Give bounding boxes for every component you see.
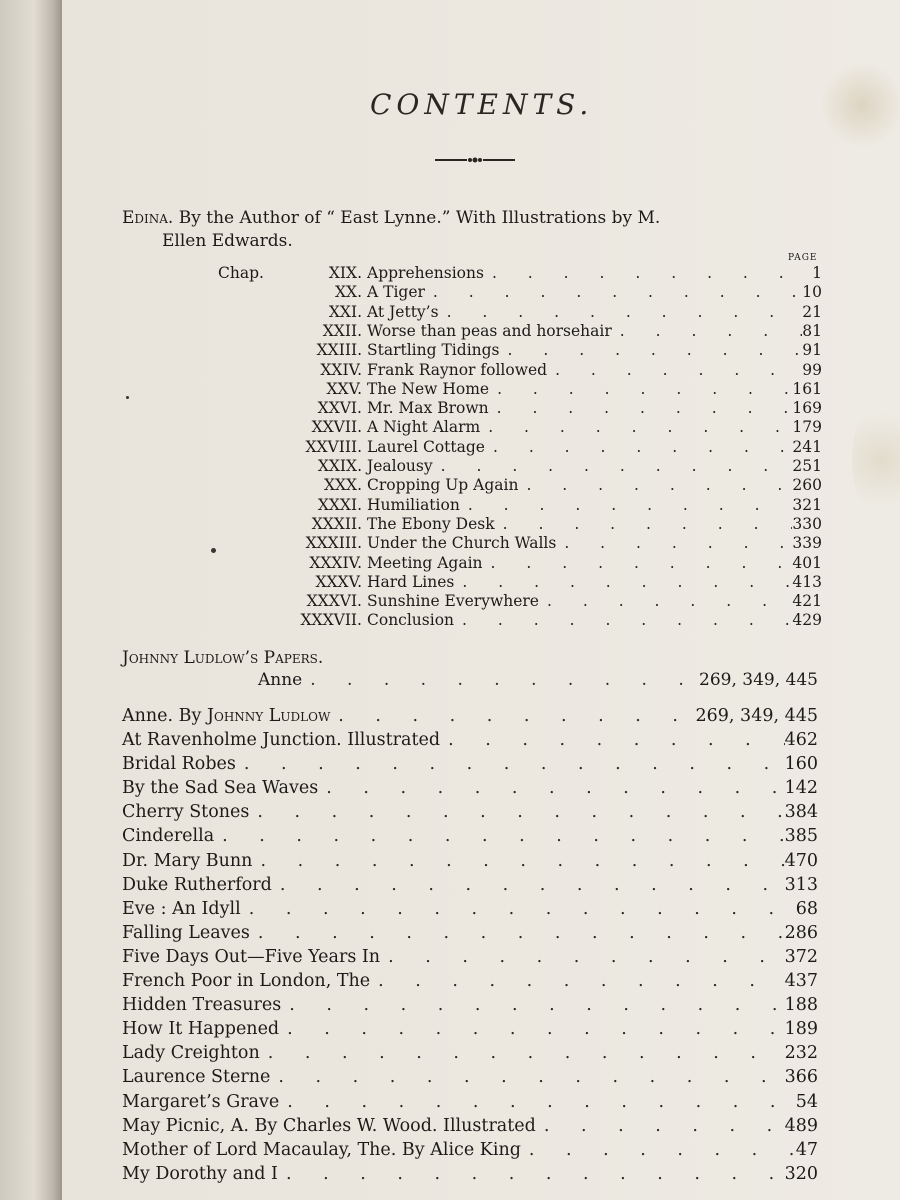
chapter-heading (218, 380, 489, 398)
chapter-heading (218, 554, 483, 572)
contents-entry (122, 826, 818, 846)
contents-entry (122, 875, 818, 895)
entry-page: 189 (784, 1019, 818, 1040)
chapter-row (218, 418, 822, 436)
chapter-heading (218, 264, 484, 282)
chapter-page: 1 (812, 264, 822, 282)
chapter-page: 179 (792, 418, 822, 437)
leader-dots (370, 971, 784, 991)
chapter-numeral: XXI. (328, 302, 362, 321)
chapter-title: The Ebony Desk (367, 514, 495, 533)
ornament-rule (433, 152, 517, 168)
edina-heading-text: By the Author of “ East Lynne.” With Illustrations by M. (173, 208, 661, 228)
chapter-numeral: XXVII. (311, 418, 362, 437)
entry-title (122, 706, 330, 726)
chapter-row (218, 322, 822, 340)
anne-author: Johnny Ludlow (206, 706, 331, 726)
chapter-numeral: XXXV. (315, 572, 362, 591)
contents-entry (122, 1019, 818, 1039)
leader-dots (500, 341, 803, 359)
leader-dots (279, 1019, 784, 1039)
chapter-row (218, 611, 822, 629)
entry-title: May Picnic, A. By Charles W. Wood. Illustrated (122, 1115, 536, 1136)
chapter-page: 413 (792, 572, 822, 591)
chapter-row (218, 303, 822, 321)
entry-title: Dr. Mary Bunn (122, 850, 253, 871)
chapter-page: 421 (792, 592, 822, 611)
chapter-row (218, 361, 822, 379)
entry-title: Anne (258, 670, 303, 690)
chapter-numeral: XIX. (328, 264, 362, 282)
leader-dots (330, 706, 695, 726)
entry-title: Bridal Robes (122, 754, 236, 775)
page-title: CONTENTS. (370, 88, 594, 121)
entry-page: 47 (795, 1139, 818, 1160)
leader-dots (241, 899, 796, 919)
chapter-title: Cropping Up Again (367, 476, 519, 495)
leader-dots (236, 754, 785, 774)
chapter-numeral: XXII. (322, 321, 362, 340)
chapter-numeral: XXXII. (311, 514, 362, 533)
chapter-numeral: XXVI. (317, 399, 362, 418)
entry-title: Five Days Out—Five Years In (122, 946, 381, 967)
leader-dots (250, 923, 785, 943)
entry-page: 188 (784, 995, 818, 1016)
entry-title: French Poor in London, The (122, 971, 371, 991)
chapter-title: A Tiger (367, 283, 425, 302)
leader-dots (302, 670, 699, 690)
chapter-title: Worse than peas and horsehair (367, 321, 612, 340)
leader-dots (425, 283, 802, 301)
leader-dots (480, 418, 792, 436)
leader-dots (214, 826, 784, 846)
contents-entry (122, 851, 818, 871)
chapter-page: 169 (792, 399, 822, 418)
leader-dots (547, 361, 802, 379)
chapter-row (218, 515, 822, 533)
contents-entry (122, 971, 818, 991)
edina-heading-line1 (122, 208, 660, 228)
chapter-page: 10 (802, 283, 822, 302)
entry-page: 142 (784, 778, 818, 799)
chapter-page: 401 (792, 553, 822, 572)
chapter-page: 330 (792, 514, 822, 533)
chapter-numeral: XXIV. (320, 360, 362, 379)
chapter-title: Jealousy (367, 457, 433, 475)
leader-dots (556, 534, 792, 552)
chapter-title: Apprehensions (367, 264, 484, 282)
entry-page: 160 (784, 754, 818, 775)
contents-entry (122, 1140, 818, 1160)
chapter-page: 339 (792, 534, 822, 553)
leader-dots (489, 380, 792, 398)
chapter-page: 251 (792, 457, 822, 475)
leader-dots (272, 875, 785, 895)
entry-title: My Dorothy and I (122, 1163, 278, 1184)
chapter-heading (218, 303, 439, 321)
leader-dots (483, 554, 793, 572)
leader-dots (460, 496, 793, 514)
contents-entry (122, 899, 818, 919)
chapter-page: 161 (792, 379, 822, 398)
contents-entry (122, 754, 818, 774)
leader-dots (270, 1067, 784, 1087)
leader-dots (260, 1043, 785, 1063)
contents-entry (122, 1043, 818, 1063)
anne-prefix: Anne. By (122, 706, 207, 726)
chapter-title: Laurel Cottage (367, 437, 485, 456)
leader-dots (454, 611, 792, 629)
chapter-title: Hard Lines (367, 572, 455, 591)
chapter-title: The New Home (367, 379, 490, 398)
edina-heading-prefix: Edina. (122, 208, 174, 228)
chapter-page: 241 (792, 437, 822, 456)
chapter-numeral: XXXVII. (300, 611, 362, 630)
leader-dots (539, 592, 792, 610)
leader-dots (440, 730, 785, 750)
entry-title: Eve : An Idyll (122, 898, 241, 919)
entry-title: Lady Creighton (122, 1043, 260, 1064)
contents-entry (122, 1116, 818, 1136)
entry-page: 372 (784, 946, 818, 967)
anne-entry (122, 706, 818, 726)
chapter-row (218, 380, 822, 398)
chapter-heading (218, 341, 500, 359)
entry-title: Duke Rutherford (122, 874, 272, 895)
book-gutter (0, 0, 62, 1200)
chapter-title: Frank Raynor followed (367, 360, 548, 379)
leader-dots (433, 457, 793, 475)
leader-dots (495, 515, 793, 533)
chapter-row (218, 457, 822, 475)
paper-stain (822, 60, 900, 150)
entry-page: 384 (784, 802, 818, 823)
chapter-numeral: XXX. (323, 476, 362, 495)
leader-dots (536, 1116, 785, 1136)
entry-page: 470 (784, 850, 818, 871)
entry-pages: 269, 349, 445 (699, 670, 818, 690)
chapter-title: Mr. Max Brown (367, 399, 489, 418)
leader-dots (454, 573, 792, 591)
chapter-title: At Jetty’s (367, 302, 439, 321)
chapter-heading (218, 476, 518, 494)
ink-speck (211, 548, 216, 553)
chapter-title: Under the Church Walls (367, 534, 557, 553)
chapter-numeral: XXVIII. (305, 437, 362, 456)
page-column-header: PAGE (788, 253, 818, 263)
chapter-page: 81 (802, 321, 822, 340)
leader-dots (281, 995, 784, 1015)
chapter-row (218, 476, 822, 494)
chapter-heading (218, 438, 485, 456)
entry-page: 313 (784, 874, 818, 895)
leader-dots (318, 778, 784, 798)
entry-page: 489 (784, 1115, 818, 1136)
chapter-numeral: XXIII. (316, 341, 362, 360)
chapter-numeral: XXXI. (317, 495, 362, 514)
entry-title: Falling Leaves (122, 922, 250, 943)
chapter-numeral: XXXIII. (305, 534, 362, 553)
ink-speck (126, 396, 129, 399)
chapter-heading (218, 592, 539, 610)
chapter-numeral: XX. (335, 283, 362, 302)
entry-title: Hidden Treasures (122, 995, 282, 1016)
chapter-heading (218, 361, 547, 379)
chapter-heading (218, 534, 556, 552)
entry-page: 54 (795, 1091, 818, 1112)
chapter-row (218, 592, 822, 610)
chapter-page: 429 (792, 611, 822, 630)
chapter-numeral: XXXVI. (306, 592, 362, 611)
chapter-heading (218, 611, 454, 629)
chapter-heading (218, 515, 495, 533)
chapter-heading (218, 457, 433, 475)
chapter-numeral: XXIX. (317, 457, 362, 475)
entry-page: 232 (784, 1043, 818, 1064)
chapter-page: 99 (802, 360, 822, 379)
chapter-heading (218, 322, 612, 340)
chapter-row (218, 438, 822, 456)
entry-title: Cinderella (122, 826, 215, 847)
chapter-numeral: XXXIV. (309, 553, 362, 572)
chapter-title: Conclusion (367, 611, 455, 630)
leader-dots (489, 399, 793, 417)
ludlow-entry (258, 670, 818, 690)
ludlow-heading: Johnny Ludlow’s Papers. (122, 648, 324, 668)
chapter-page: 260 (792, 476, 822, 495)
chapter-numeral: XXV. (326, 379, 362, 398)
leader-dots (380, 947, 785, 967)
chapter-row (218, 399, 822, 417)
chapter-title: Meeting Again (367, 553, 483, 572)
entry-title: Mother of Lord Macaulay, The. By Alice King (122, 1139, 521, 1160)
leader-dots (521, 1140, 796, 1160)
chapter-row (218, 573, 822, 591)
chapter-row (218, 534, 822, 552)
chapter-row (218, 264, 822, 282)
entry-page: 366 (784, 1067, 818, 1088)
chapter-row (218, 283, 822, 301)
chapter-title: Sunshine Everywhere (367, 592, 539, 611)
entry-title: By the Sad Sea Waves (122, 778, 319, 799)
leader-dots (249, 802, 784, 822)
contents-entry (122, 1067, 818, 1087)
leader-dots (279, 1092, 795, 1112)
contents-entry (122, 730, 818, 750)
entry-page: 320 (784, 1163, 818, 1184)
chapter-page: 21 (802, 302, 822, 321)
chapter-row (218, 554, 822, 572)
chapter-heading (218, 418, 480, 436)
chapter-row (218, 496, 822, 514)
chapter-title: A Night Alarm (367, 418, 481, 437)
entry-page: 68 (795, 898, 818, 919)
entry-title: Laurence Sterne (122, 1067, 271, 1088)
entry-page: 437 (784, 971, 818, 991)
leader-dots (485, 438, 792, 456)
entry-title: At Ravenholme Junction. Illustrated (122, 730, 441, 750)
entry-pages: 269, 349, 445 (695, 706, 818, 726)
chapter-label: Chap. (218, 264, 264, 282)
leader-dots (278, 1164, 785, 1184)
contents-entry (122, 1164, 818, 1184)
entry-page: 286 (784, 922, 818, 943)
edina-heading-line2: Ellen Edwards. (162, 231, 293, 251)
entry-page: 385 (784, 826, 818, 847)
chapter-title: Startling Tidings (367, 341, 500, 360)
leader-dots (439, 303, 803, 321)
contents-entry (122, 1092, 818, 1112)
paper-stain (852, 400, 900, 520)
leader-dots (484, 264, 812, 282)
entry-title: Cherry Stones (122, 802, 250, 823)
contents-entry (122, 778, 818, 798)
contents-entry (122, 995, 818, 1015)
chapter-heading (218, 573, 454, 591)
chapter-row (218, 341, 822, 359)
chapter-heading (218, 283, 425, 301)
entry-title: Margaret’s Grave (122, 1091, 280, 1112)
entry-title: How It Happened (122, 1019, 280, 1040)
entry-page: 462 (784, 730, 818, 750)
chapter-page: 321 (792, 495, 822, 514)
chapter-page: 91 (802, 341, 822, 360)
chapter-title: Humiliation (367, 495, 460, 514)
leader-dots (252, 851, 784, 871)
contents-entry (122, 802, 818, 822)
leader-dots (612, 322, 802, 340)
chapter-heading (218, 496, 460, 514)
contents-entry (122, 947, 818, 967)
chapter-heading (218, 399, 489, 417)
contents-entry (122, 923, 818, 943)
leader-dots (518, 476, 792, 494)
